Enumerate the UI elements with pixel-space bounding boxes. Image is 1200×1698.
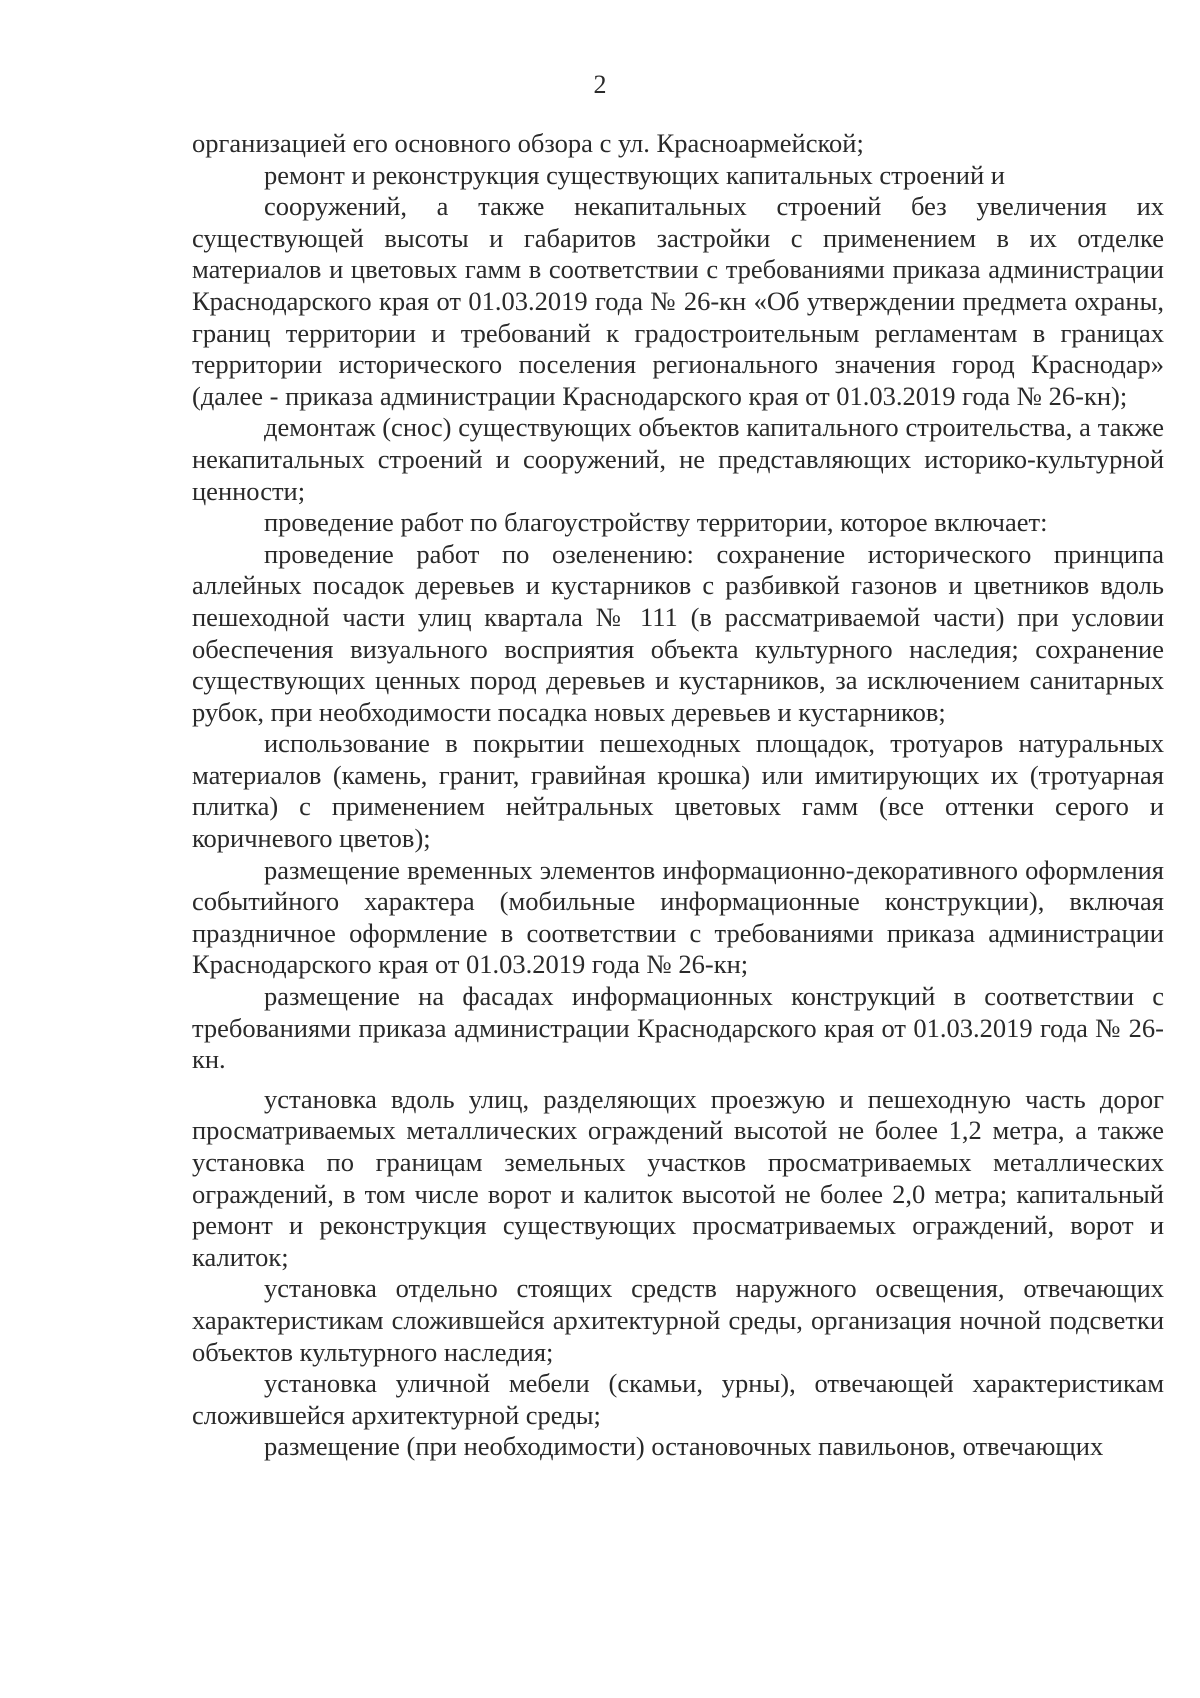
page-number: 2	[593, 70, 607, 99]
paragraph: установка уличной мебели (скамьи, урны), отвечающей характеристикам сложившейся архитектурной среды;	[192, 1368, 1164, 1430]
paragraph: размещение на фасадах информационных конструкций в соответствии с требованиями приказа администрации Краснодарского края от 01.03.2019 года № 26-кн.	[192, 981, 1164, 1075]
paragraph: ремонт и реконструкция существующих капитальных строений и	[264, 159, 1005, 190]
paragraph: установка отдельно стоящих средств наружного освещения, отвечающих характеристикам сложившейся архитектурной среды, организация ночной подсветки объектов культурного наследия;	[192, 1273, 1164, 1367]
paragraph: сооружений, а также некапитальных строений без увеличения их существующей высоты и габаритов застройки с применением в их отделке материалов и цветовых гамм в соответствии с требованиями приказа администрации Краснодарского края от 01.03.2019 года № 26-кн «Об утверждении предмета охраны, границ территории и требований к градостроительным регламентам в границах территории исторического поселения регионального значения город Краснодар» (далее - приказа администрации Краснодарского края от 01.03.2019 года № 26-кн);	[192, 191, 1164, 411]
paragraph: размещение временных элементов информационно-декоративного оформления событийного характера (мобильные информационные конструкции), включая праздничное оформление в соответствии с требованиями приказа администрации Краснодарского края от 01.03.2019 года № 26-кн;	[192, 854, 1164, 980]
paragraph: использование в покрытии пешеходных площадок, тротуаров натуральных материалов (камень, гранит, гравийная крошка) или имитирующих их (тротуарная плитка) с применением нейтральных цветовых гамм (все оттенки серого и коричневого цветов);	[192, 728, 1164, 854]
paragraph: проведение работ по благоустройству территории, которое включает:	[264, 507, 1048, 538]
paragraph: демонтаж (снос) существующих объектов капитального строительства, а также некапитальных строений и сооружений, не представляющих историко-культурной ценности;	[192, 412, 1164, 506]
paragraph: установка вдоль улиц, разделяющих проезжую и пешеходную часть дорог просматриваемых металлических ограждений высотой не более 1,2 метра, а также установка по границам земельных участков просматриваемых металлических ограждений, в том числе ворот и калиток высотой не более 2,0 метра; капитальный ремонт и реконструкция существующих просматриваемых ограждений, ворот и калиток;	[192, 1083, 1164, 1272]
document-body	[192, 128, 1164, 1463]
paragraph: размещение (при необходимости) остановочных павильонов, отвечающих	[264, 1431, 1104, 1462]
paragraph: проведение работ по озеленению: сохранение исторического принципа аллейных посадок деревьев и кустарников с разбивкой газонов и цветников вдоль пешеходной части улиц квартала № 111 (в рассматриваемой части) при условии обеспечения визуального восприятия объекта культурного наследия; сохранение существующих ценных пород деревьев и кустарников, за исключением санитарных рубок, при необходимости посадка новых деревьев и кустарников;	[192, 538, 1164, 727]
paragraph: организацией его основного обзора с ул. Красноармейской;	[192, 128, 864, 158]
